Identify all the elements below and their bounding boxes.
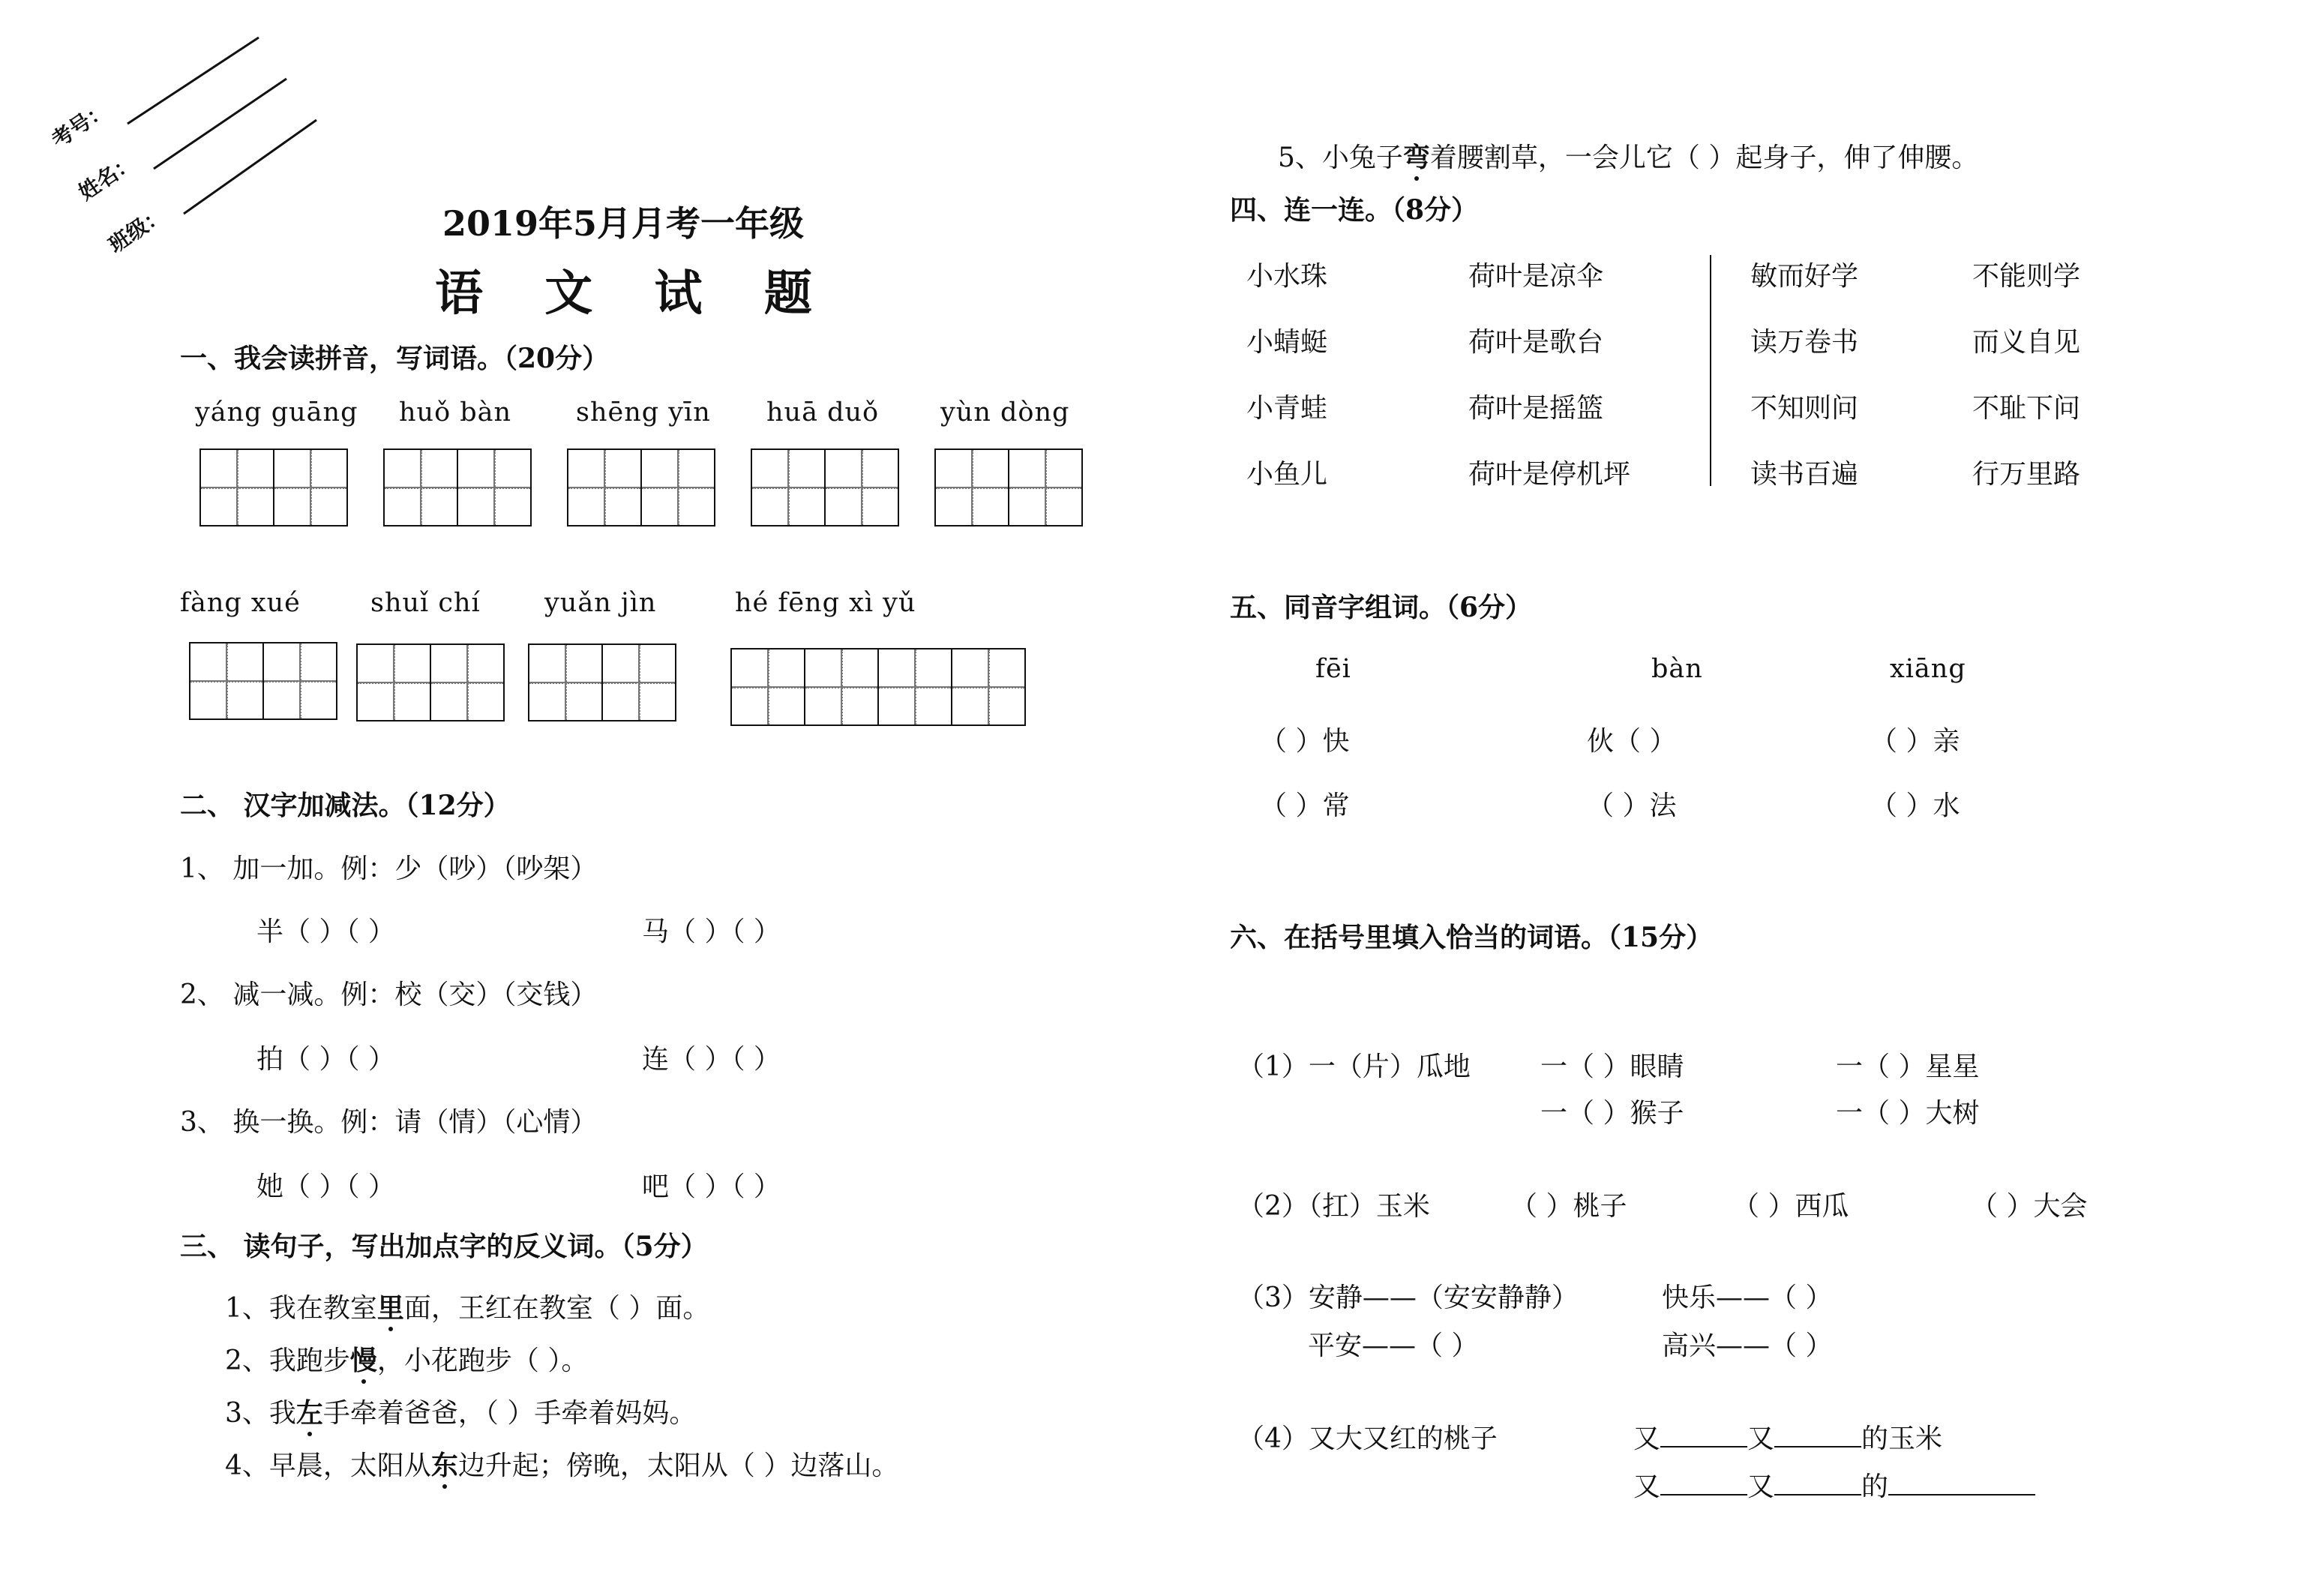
pinyin-shui-chi: shuǐ chí [370, 588, 481, 618]
match-left-item: 小青蛙 [1246, 393, 1328, 424]
q2-item1b: 马（ ）（ ） [642, 916, 781, 947]
match-left-item: 不知则问 [1750, 393, 1859, 424]
q2-item2b: 连（ ）（ ） [642, 1044, 781, 1075]
match-left-item: 小蜻蜓 [1246, 327, 1328, 358]
q3-sentence-1: 1、我在教室里面，王红在教室（ ）面。 [225, 1292, 710, 1324]
match-left-item: 读万卷书 [1750, 327, 1859, 358]
class-label: 班级： [103, 202, 170, 258]
match-left-item: 小水珠 [1246, 261, 1328, 292]
match-left-item: 读书百遍 [1750, 459, 1859, 490]
homophone-blank[interactable]: （ ）法 [1587, 790, 1677, 821]
pinyin-fei: fēi [1315, 654, 1351, 684]
homophone-blank[interactable]: （ ）常 [1260, 790, 1350, 821]
subject-title: 语 文 试 题 [435, 266, 835, 322]
q6-p1-blank[interactable]: 一（ ）猴子 [1540, 1098, 1684, 1129]
name-label: 姓名： [73, 149, 140, 206]
q2-item3: 3、 换一换。例：请（情）（心情） [180, 1107, 598, 1138]
q2-item2a: 拍（ ）（ ） [256, 1044, 395, 1075]
q6-p4-line1[interactable]: 又 又 的玉米 [1633, 1424, 1943, 1454]
q6-p2-blank[interactable]: （ ）西瓜 [1732, 1191, 1849, 1222]
pinyin-sheng-yin: shēng yīn [576, 398, 711, 428]
q3-sentence-4: 4、早晨，太阳从东边升起；傍晚，太阳从（ ）边落山。 [225, 1450, 899, 1481]
homophone-blank[interactable]: （ ）快 [1260, 726, 1350, 757]
homophone-blank[interactable]: 伙（ ） [1587, 726, 1677, 757]
pinyin-ban: bàn [1651, 654, 1703, 684]
pinyin-huo-ban: huǒ bàn [399, 398, 512, 428]
q6-p3-example: （3）安静——（安安静静） [1237, 1282, 1579, 1313]
q2-heading: 二、 汉字加减法。（12分） [180, 790, 511, 821]
match-right-item: 荷叶是歌台 [1468, 327, 1604, 358]
q6-p4-example: （4）又大又红的桃子 [1237, 1424, 1498, 1454]
pinyin-yang-guang: yáng guāng [195, 398, 358, 428]
exam-title: 2019年5月月考一年级 [442, 203, 805, 244]
exam-no-label: 考号： [46, 97, 113, 153]
q3-sentence-2: 2、我跑步慢，小花跑步（ ）。 [225, 1345, 589, 1376]
q6-p2-blank[interactable]: （ ）大会 [1971, 1191, 2088, 1222]
match-divider [1710, 255, 1711, 486]
q6-heading: 六、在括号里填入恰当的词语。（15分） [1230, 922, 1714, 953]
q5-heading: 五、同音字组词。（6分） [1230, 592, 1533, 623]
q4-heading: 四、连一连。（8分） [1230, 194, 1479, 226]
q6-p1-blank[interactable]: 一（ ）大树 [1836, 1098, 1980, 1129]
writing-grid[interactable] [567, 448, 715, 526]
side-lines [0, 0, 345, 270]
match-right-item: 不耻下问 [1972, 393, 2081, 424]
pinyin-yun-dong: yùn dòng [940, 398, 1070, 428]
q6-p1-example: （1）一（片）瓜地 [1237, 1052, 1471, 1082]
q6-p1-blank[interactable]: 一（ ）眼睛 [1540, 1052, 1684, 1082]
writing-grid[interactable] [199, 448, 348, 526]
pinyin-fang-xue: fàng xué [180, 588, 301, 618]
writing-grid[interactable] [383, 448, 532, 526]
writing-grid[interactable] [751, 448, 899, 526]
match-right-item: 而义自见 [1972, 327, 2081, 358]
q2-item1a: 半（ ）（ ） [256, 916, 395, 947]
q6-p3-blank[interactable]: 高兴——（ ） [1662, 1330, 1833, 1361]
pinyin-he-feng-xi-yu: hé fēng xì yǔ [735, 588, 916, 618]
q2-item3b: 吧（ ）（ ） [642, 1172, 781, 1202]
pinyin-hua-duo: huā duǒ [766, 398, 880, 428]
writing-grid[interactable] [730, 648, 1026, 726]
match-right-item: 荷叶是停机坪 [1468, 459, 1631, 490]
q3-sentence-3: 3、我左手牵着爸爸，（ ）手牵着妈妈。 [225, 1397, 697, 1429]
homophone-blank[interactable]: （ ）水 [1870, 790, 1960, 821]
q2-item1: 1、 加一加。例：少（吵）（吵架） [180, 854, 598, 884]
q2-item3a: 她（ ）（ ） [256, 1172, 395, 1202]
writing-grid[interactable] [189, 642, 337, 720]
q3-heading: 三、 读句子，写出加点字的反义词。（5分） [180, 1231, 708, 1262]
writing-grid[interactable] [356, 644, 505, 722]
homophone-blank[interactable]: （ ）亲 [1870, 726, 1960, 757]
q6-p1-blank[interactable]: 一（ ）星星 [1836, 1052, 1980, 1082]
q6-p2-blank[interactable]: （ ）桃子 [1510, 1191, 1627, 1222]
q6-p4-line2[interactable]: 又 又 的 [1633, 1466, 2035, 1504]
pinyin-yuan-jin: yuǎn jìn [544, 588, 657, 618]
q6-p2-example: （2）（扛）玉米 [1237, 1191, 1430, 1222]
q6-p3-blank[interactable]: 平安——（ ） [1308, 1330, 1479, 1361]
match-right-item: 荷叶是凉伞 [1468, 261, 1604, 292]
pinyin-xiang: xiāng [1890, 654, 1966, 684]
match-right-item: 不能则学 [1972, 261, 2081, 292]
q3-sentence-5: 5、小兔子弯着腰割草，一会儿它（ ）起身子，伸了伸腰。 [1278, 142, 1979, 173]
q1-heading: 一、我会读拼音，写词语。（20分） [180, 343, 610, 374]
match-left-item: 小鱼儿 [1246, 459, 1328, 490]
writing-grid[interactable] [934, 448, 1083, 526]
match-right-item: 行万里路 [1972, 459, 2081, 490]
writing-grid[interactable] [528, 644, 676, 722]
match-left-item: 敏而好学 [1750, 261, 1859, 292]
q2-item2: 2、 减一减。例：校（交）（交钱） [180, 980, 598, 1010]
match-right-item: 荷叶是摇篮 [1468, 393, 1604, 424]
q6-p3-blank[interactable]: 快乐——（ ） [1662, 1282, 1833, 1313]
